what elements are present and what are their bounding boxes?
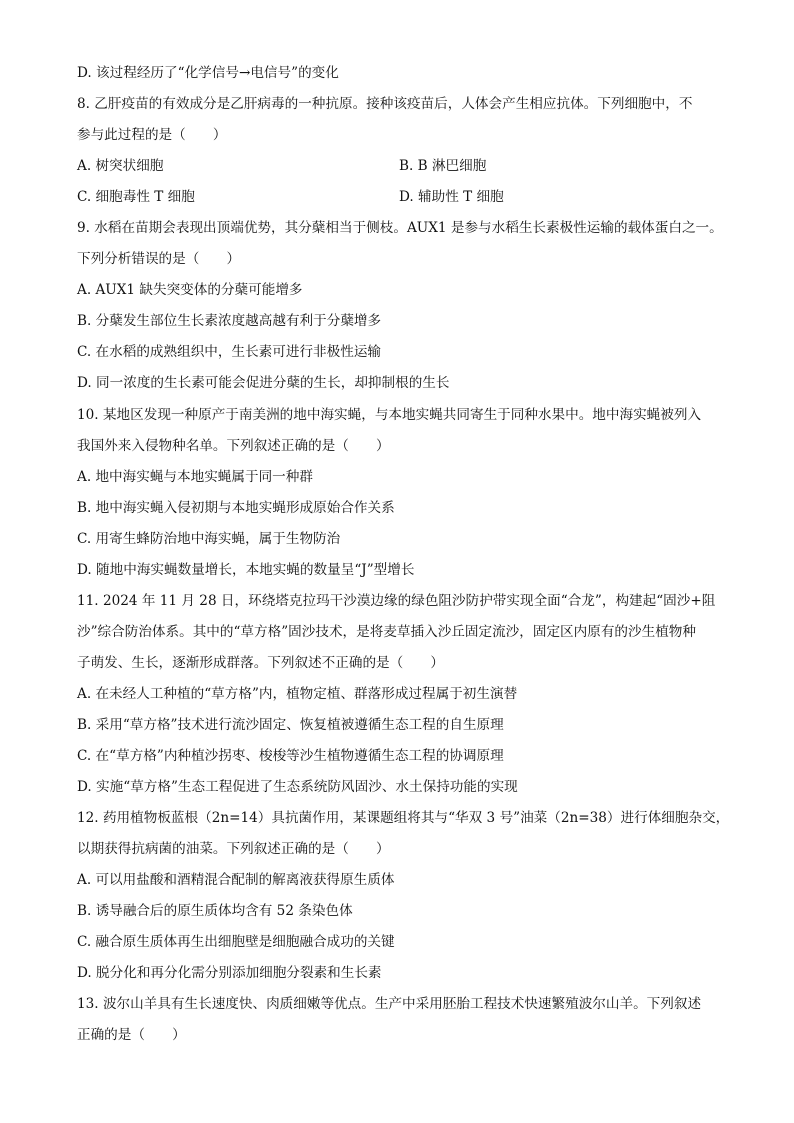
- text-line: 12. 药用植物板蓝根（2n=14）具抗菌作用，某课题组将其与“华双 3 号”油菜（2n=38）进行体细胞杂交，: [77, 810, 730, 827]
- option-row: [77, 182, 727, 213]
- text-line: B. 分蘖发生部位生长素浓度越高越有利于分蘖增多: [77, 313, 382, 330]
- text-line: 8. 乙肝疫苗的有效成分是乙肝病毒的一种抗原。接种该疫苗后，人体会产生相应抗体。下列细胞中，不: [77, 96, 693, 113]
- text-line: A. 地中海实蝇与本地实蝇属于同一种群: [77, 468, 313, 485]
- text-line: 子萌发、生长，逐渐形成群落。下列叙述不正确的是（ ）: [77, 654, 445, 671]
- text-line: A. AUX1 缺失突变体的分蘖可能增多: [77, 282, 303, 299]
- text-line: C. 在水稻的成熟组织中，生长素可进行非极性运输: [77, 344, 382, 361]
- text-line: B. 地中海实蝇入侵初期与本地实蝇形成原始合作关系: [77, 499, 395, 516]
- text-line: D. 同一浓度的生长素可能会促进分蘖的生长，却抑制根的生长: [77, 375, 450, 392]
- text-line: C. 融合原生质体再生出细胞壁是细胞融合成功的关键: [77, 934, 395, 951]
- text-line: 13. 波尔山羊具有生长速度快、肉质细嫩等优点。生产中采用胚胎工程技术快速繁殖波尔山羊。下列叙述: [77, 996, 702, 1013]
- text-line: 我国外来入侵物种名单。下列叙述正确的是（ ）: [77, 437, 390, 454]
- text-line: 9. 水稻在苗期会表现出顶端优势，其分蘖相当于侧枝。AUX1 是参与水稻生长素极性运输的载体蛋白之一。: [77, 220, 723, 237]
- option-text: D. 辅助性 T 细胞: [399, 189, 504, 206]
- option-text: B. B 淋巴细胞: [399, 158, 487, 175]
- option-text: C. 细胞毒性 T 细胞: [77, 189, 195, 206]
- text-line: 11. 2024 年 11 月 28 日，环绕塔克拉玛干沙漠边缘的绿色阻沙防护带实现全面“合龙”，构建起“固沙+阻: [77, 592, 716, 609]
- text-line: D. 实施“草方格”生态工程促进了生态系统防风固沙、水土保持功能的实现: [77, 779, 518, 796]
- exam-page: [77, 58, 730, 1052]
- text-line: B. 诱导融合后的原生质体均含有 52 条染色体: [77, 903, 353, 920]
- text-line: 沙”综合防治体系。其中的“草方格”固沙技术，是将麦草插入沙丘固定流沙，固定区内原有的沙生植物种: [77, 623, 696, 640]
- text-line: D. 随地中海实蝇数量增长，本地实蝇的数量呈“J”型增长: [77, 561, 415, 578]
- option-row: [77, 151, 727, 182]
- text-line: B. 采用“草方格”技术进行流沙固定、恢复植被遵循生态工程的自生原理: [77, 716, 504, 733]
- option-text: A. 树突状细胞: [77, 158, 164, 175]
- text-line: D. 该过程经历了“化学信号→电信号”的变化: [77, 65, 339, 81]
- text-line: A. 在未经人工种植的“草方格”内，植物定植、群落形成过程属于初生演替: [77, 685, 518, 702]
- text-line: 下列分析错误的是（ ）: [77, 251, 241, 268]
- text-line: D. 脱分化和再分化需分别添加细胞分裂素和生长素: [77, 965, 382, 982]
- text-line: 10. 某地区发现一种原产于南美洲的地中海实蝇，与本地实蝇共同寄生于同种水果中。地中海实蝇被列入: [77, 406, 702, 423]
- text-line: 参与此过程的是（ ）: [77, 127, 227, 144]
- text-line: C. 在“草方格”内种植沙拐枣、梭梭等沙生植物遵循生态工程的协调原理: [77, 748, 504, 765]
- text-line: 正确的是（ ）: [77, 1027, 186, 1044]
- text-line: A. 可以用盐酸和酒精混合配制的解离液获得原生质体: [77, 872, 395, 889]
- text-line: 以期获得抗病菌的油菜。下列叙述正确的是（ ）: [77, 841, 390, 858]
- text-line: C. 用寄生蜂防治地中海实蝇，属于生物防治: [77, 530, 341, 547]
